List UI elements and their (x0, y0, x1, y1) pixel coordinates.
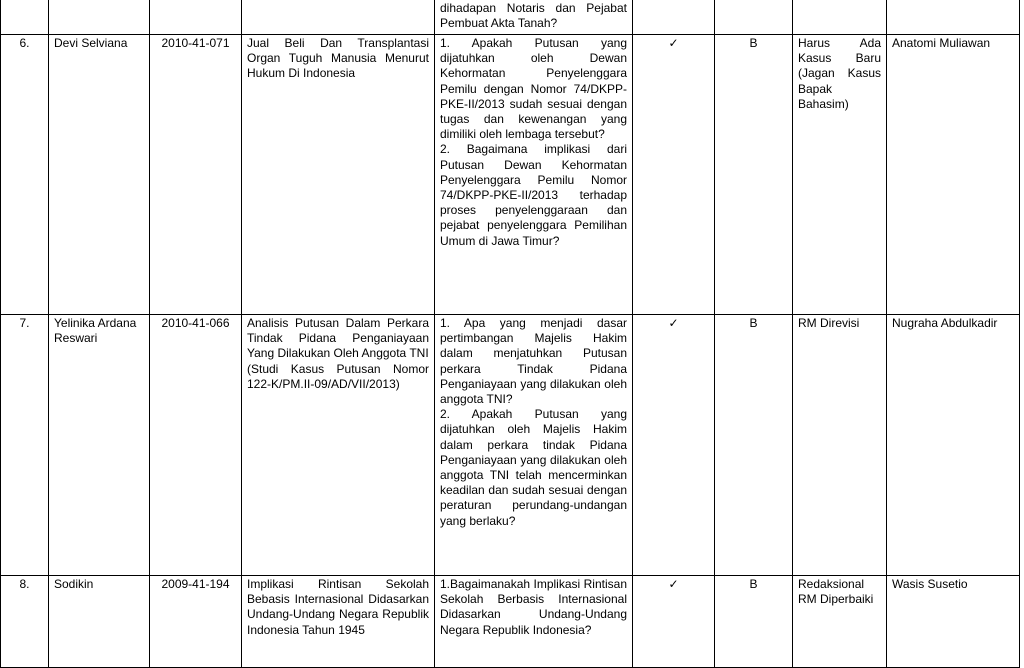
cell-note (793, 35, 887, 315)
table-row (1, 576, 1020, 668)
cell-nim (150, 0, 242, 35)
cell-title (242, 35, 435, 315)
student-nim: 2010-41-066 (161, 316, 230, 330)
checkmark-icon: ✓ (668, 36, 679, 50)
thesis-title: Jual Beli Dan Transplantasi Organ Tuguh Manusia Menurut Hukum Di Indonesia (247, 36, 429, 81)
cell-no (1, 0, 49, 35)
cell-grade (715, 576, 793, 668)
note-text: RM Direvisi (798, 316, 860, 330)
cell-name (49, 35, 150, 315)
grade: B (749, 316, 758, 330)
cell-title (242, 576, 435, 668)
cell-check (633, 315, 715, 576)
advisor-name: Nugraha Abdulkadir (892, 316, 998, 330)
note-text: Redaksional RM Diperbaiki (798, 577, 874, 607)
student-nim: 2010-41-071 (161, 36, 230, 50)
cell-title (242, 0, 435, 35)
problem-item: 2. Apakah Putusan yang dijatuhkan oleh Majelis Hakim dalam perkara tindak Pidana Penganiayaan yang dilakukan oleh anggota TNI telah mencerminkan keadilan dan sudah sesuai dengan peraturan perundang-undangan yang berlaku? (440, 407, 627, 528)
problem-text: dihadapan Notaris dan Pejabat Pembuat Akta Tanah? (440, 1, 627, 31)
row-number: 6. (19, 36, 30, 50)
cell-advisor (887, 35, 1020, 315)
cell-advisor (887, 0, 1020, 35)
problem-item: 1. Apakah Putusan yang dijatuhkan oleh Dewan Kehormatan Penyelenggara Pemilu dengan Nomor 74/DKPP-PKE-II/2013 sudah sesuai dengan tugas dan kewenangan yang dimiliki oleh lembaga tersebut? (440, 36, 627, 142)
cell-check (633, 0, 715, 35)
cell-grade (715, 0, 793, 35)
cell-no (1, 576, 49, 668)
student-name: Sodikin (54, 577, 94, 591)
cell-note (793, 576, 887, 668)
cell-note (793, 315, 887, 576)
table-row (1, 315, 1020, 576)
grade: B (749, 36, 758, 50)
cell-problem (435, 35, 633, 315)
cell-no (1, 315, 49, 576)
cell-grade (715, 35, 793, 315)
advisor-name: Wasis Susetio (892, 577, 968, 591)
cell-nim (150, 576, 242, 668)
cell-advisor (887, 576, 1020, 668)
cell-problem (435, 576, 633, 668)
advisor-name: Anatomi Muliawan (892, 36, 991, 50)
cell-no (1, 35, 49, 315)
cell-name (49, 0, 150, 35)
grade: B (749, 577, 758, 591)
cell-grade (715, 315, 793, 576)
cell-check (633, 35, 715, 315)
thesis-title: Analisis Putusan Dalam Perkara Tindak Pidana Penganiayaan Yang Dilakukan Oleh Anggota TNI (247, 316, 429, 361)
cell-name (49, 576, 150, 668)
student-name: Yelinika Ardana Reswari (54, 316, 137, 346)
cell-check (633, 576, 715, 668)
table-row-continued (1, 0, 1020, 35)
thesis-title: Implikasi Rintisan Sekolah Bebasis Internasional Didasarkan Undang-Undang Negara Republik Indonesia Tahun 1945 (247, 577, 429, 637)
cell-note (793, 0, 887, 35)
table-row (1, 35, 1020, 315)
row-number: 7. (19, 316, 30, 330)
cell-advisor (887, 315, 1020, 576)
cell-nim (150, 315, 242, 576)
checkmark-icon: ✓ (668, 577, 679, 591)
cell-problem (435, 0, 633, 35)
student-name: Devi Selviana (54, 36, 128, 50)
cell-problem (435, 315, 633, 576)
note-text: Harus Ada Kasus Baru (Jagan Kasus Bapak Bahasim) (798, 36, 881, 111)
problem-item: 1.Bagaimanakah Implikasi Rintisan Sekolah Berbasis Internasional Didasarkan Undang-Undang Negara Republik Indonesia? (440, 577, 627, 637)
row-number: 8. (19, 577, 30, 591)
checkmark-icon: ✓ (668, 316, 679, 330)
cell-nim (150, 35, 242, 315)
student-nim: 2009-41-194 (161, 577, 230, 591)
cell-name (49, 315, 150, 576)
problem-item: 1. Apa yang menjadi dasar pertimbangan Majelis Hakim dalam menjatuhkan Putusan perkara Tindak Pidana Penganiayaan yang dilakukan oleh anggota TNI? (440, 316, 627, 407)
thesis-subtitle: (Studi Kasus Putusan Nomor 122-K/PM.II-09/AD/VII/2013) (247, 361, 429, 391)
problem-item: 2. Bagaimana implikasi dari Putusan Dewan Kehormatan Penyelenggara Pemilu Nomor 74/DKPP-PKE-II/2013 terhadap proses penyelenggaraan dan pejabat penyelenggara Pemilihan Umum di Jawa Timur? (440, 142, 627, 248)
cell-title (242, 315, 435, 576)
